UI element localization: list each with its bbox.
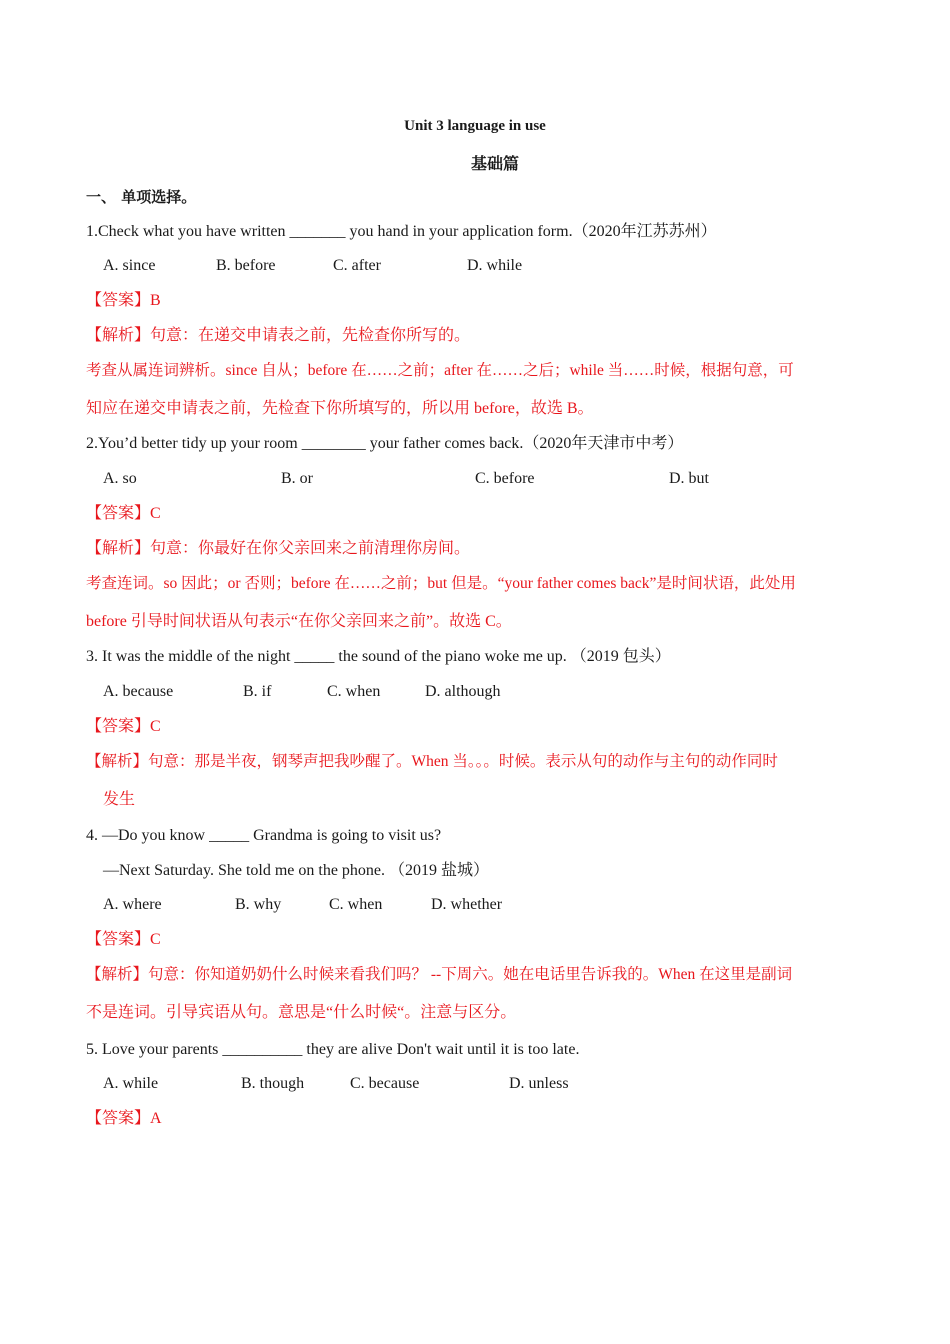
q1-analysis-line-1: 【解析】句意：在递交申请表之前，先检查你所写的。: [86, 327, 471, 344]
question-1-stem: 1.Check what you have written _______ you hand in your application form.（2020年江苏苏州）: [86, 223, 717, 240]
question-2-stem: 2.You’d better tidy up your room ________ your father comes back.（2020年天津市中考）: [86, 435, 684, 452]
q1-option-d: D. while: [467, 257, 523, 274]
q3-option-a: A. because: [103, 683, 174, 700]
q1-option-c: C. after: [333, 257, 381, 274]
q3-option-d: D. although: [425, 683, 501, 700]
q4-analysis-line-2: 不是连词。引导宾语从句。意思是“什么时候“。注意与区分。: [86, 1004, 517, 1021]
q4-option-a: A. where: [103, 896, 162, 913]
page-subtitle: 基础篇: [470, 154, 519, 173]
question-4-stem: 4. —Do you know _____ Grandma is going to visit us?: [86, 827, 442, 844]
q2-answer: 【答案】C: [86, 505, 161, 522]
q4-option-d: D. whether: [431, 896, 503, 913]
q1-analysis-line-3: 知应在递交申请表之前，先检查下你所填写的，所以用 before，故选 B。: [86, 400, 594, 417]
q1-option-b: B. before: [216, 257, 276, 274]
q3-analysis-line-2: 发生: [103, 791, 136, 808]
q2-analysis-line-3: before 引导时间状语从句表示“在你父亲回来之前”。故选 C。: [86, 613, 512, 630]
q1-analysis-line-2: 考查从属连词辨析。since 自从；before 在……之前；after 在……之后；while 当……时候，根据句意，可: [86, 362, 794, 379]
q2-option-a: A. so: [103, 470, 137, 487]
q2-option-b: B. or: [281, 470, 313, 487]
q2-option-c: C. before: [475, 470, 535, 487]
q4-answer: 【答案】C: [86, 931, 161, 948]
page-title: Unit 3 language in use: [404, 118, 546, 134]
q1-answer: 【答案】B: [86, 292, 161, 309]
question-3-stem: 3. It was the middle of the night _____ the sound of the piano woke me up. （2019 包头）: [86, 648, 671, 665]
q5-option-c: C. because: [350, 1075, 420, 1092]
q3-analysis-line-1: 【解析】句意：那是半夜，钢琴声把我吵醒了。When 当。。。时候。表示从句的动作与主句的动作同时: [86, 753, 778, 770]
q3-answer: 【答案】C: [86, 718, 161, 735]
question-5-stem: 5. Love your parents __________ they are alive Don't wait until it is too late.: [86, 1041, 580, 1058]
q2-analysis-line-2: 考查连词。so 因此；or 否则；before 在……之前；but 但是。“your father comes back”是时间状语，此处用: [86, 575, 796, 592]
q3-option-c: C. when: [327, 683, 381, 700]
q5-option-a: A. while: [103, 1075, 159, 1092]
q5-answer: 【答案】A: [86, 1110, 162, 1127]
q1-option-a: A. since: [103, 257, 156, 274]
q5-option-d: D. unless: [509, 1075, 569, 1092]
section-heading: 一、 单项选择。: [86, 188, 197, 206]
q4-option-c: C. when: [329, 896, 383, 913]
q3-option-b: B. if: [243, 683, 272, 700]
q4-analysis-line-1: 【解析】句意：你知道奶奶什么时候来看我们吗？ --下周六。她在电话里告诉我的。When 在这里是副词: [86, 966, 793, 983]
q4-option-b: B. why: [235, 896, 282, 913]
q2-analysis-line-1: 【解析】句意：你最好在你父亲回来之前清理你房间。: [86, 540, 471, 557]
q2-option-d: D. but: [669, 470, 709, 487]
question-4-stem-reply: —Next Saturday. She told me on the phone. （2019 盐城）: [103, 862, 490, 879]
q5-option-b: B. though: [241, 1075, 305, 1092]
